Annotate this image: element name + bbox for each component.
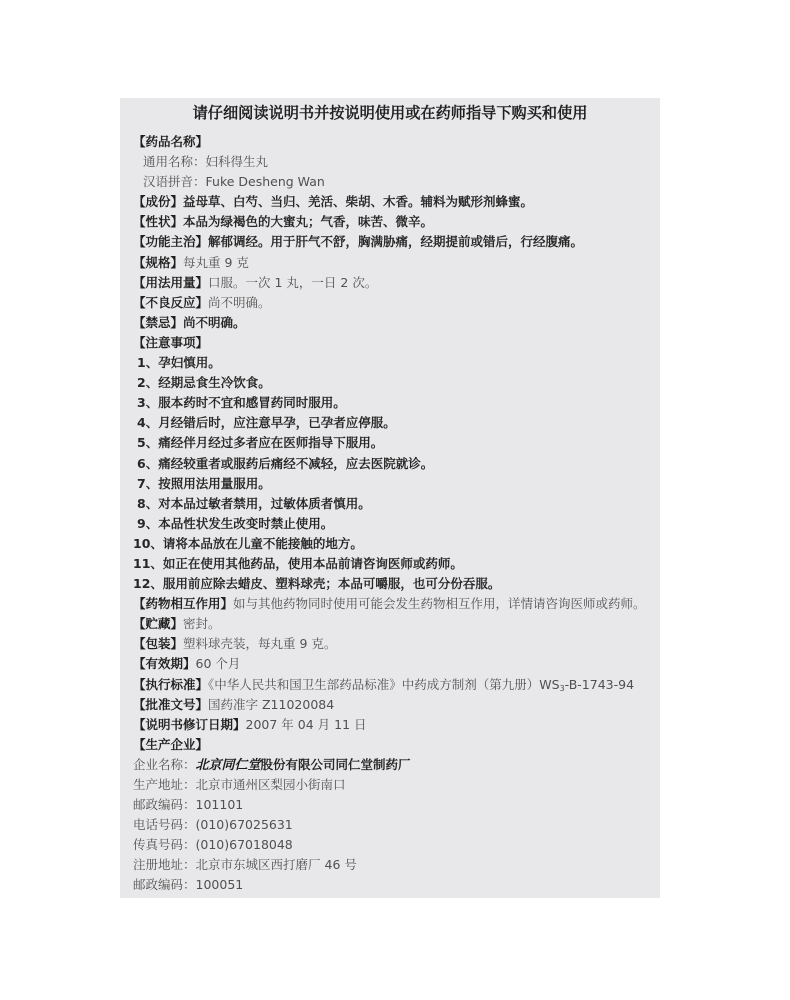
validity-line (133, 654, 655, 674)
pinyin-name-line (133, 172, 655, 192)
registered-address-line (133, 855, 655, 875)
section-heading: 【注意事项】 (133, 334, 209, 350)
generic-name-value: 妇科得生丸 (205, 154, 269, 170)
section-heading: 【有效期】 (133, 656, 196, 672)
section-text: 口服。一次 1 丸，一日 2 次。 (208, 274, 378, 290)
interactions-line (133, 594, 655, 614)
precaution-item: 3、服本药时不宜和感冒药同时服用。 (137, 395, 346, 411)
production-address-value: 北京市通州区梨园小街南口 (195, 777, 346, 792)
section-text: 60 个月 (195, 656, 241, 672)
section-text: 《中华人民共和国卫生部药品标准》中药成方制剂（第九册）WS (208, 676, 560, 692)
section-text: 如与其他药物同时使用可能会发生药物相互作用，详情请咨询医师或药师。 (233, 596, 646, 612)
precaution-item: 1、孕妇慎用。 (137, 355, 221, 371)
precaution-item: 4、月经错后时，应注意早孕，已孕者应停服。 (137, 415, 396, 431)
adverse-reactions-line (133, 293, 655, 313)
contraindications-line (133, 313, 655, 333)
tongrentang-logo-text: 北京同仁堂 (195, 757, 261, 773)
approval-line (133, 695, 655, 715)
fax-value: (010)67018048 (195, 837, 293, 853)
section-heading: 【药物相互作用】 (133, 596, 234, 612)
registered-address-value: 北京市东城区西打磨厂 46 号 (195, 857, 357, 873)
section-heading: 【规格】 (133, 254, 184, 270)
section-heading: 【生产企业】 (133, 736, 209, 752)
ingredients-line (133, 192, 655, 212)
section-text: 密封。 (183, 616, 221, 632)
section-heading: 【包装】 (133, 636, 184, 652)
standard-line (133, 675, 655, 695)
fax-label: 传真号码： (133, 837, 196, 853)
section-heading: 【说明书修订日期】 (133, 716, 246, 732)
precaution-item: 2、经期忌食生冷饮食。 (137, 375, 271, 391)
phone-label: 电话号码： (133, 817, 196, 833)
section-text: 塑料球壳装，每丸重 9 克。 (183, 636, 337, 652)
section-text: 国药准字 Z11020084 (208, 696, 335, 712)
description-line (133, 212, 655, 232)
section-text: 尚不明确。 (183, 314, 246, 330)
precaution-item: 7、按照用法用量服用。 (137, 475, 271, 491)
leaflet-title: 请仔细阅读说明书并按说明使用或在药师指导下购买和使用 (192, 104, 588, 122)
section-text: 本品为绿褐色的大蜜丸；气香，味苦、微辛。 (183, 214, 434, 230)
section-heading: 【禁忌】 (133, 314, 184, 330)
company-name-label: 企业名称： (133, 756, 196, 772)
package-line (133, 634, 655, 654)
indications-line (133, 232, 655, 252)
standard-subscript: 3 (559, 683, 565, 693)
precaution-item: 5、痛经伴月经过多者应在医师指导下服用。 (137, 435, 384, 451)
leaflet-body (133, 132, 655, 896)
registered-address-label: 注册地址： (133, 857, 196, 873)
specification-line (133, 253, 655, 273)
production-address-label: 生产地址： (133, 777, 196, 792)
section-heading: 【执行标准】 (133, 676, 209, 692)
section-text: 解郁调经。用于肝气不舒，胸满胁痛，经期提前或错后，行经腹痛。 (208, 234, 584, 250)
drug-name-heading-line (133, 132, 655, 152)
generic-name-label: 通用名称： (143, 154, 206, 170)
section-heading: 【性状】 (133, 214, 184, 230)
generic-name-line (133, 152, 655, 172)
precaution-item: 8、对本品过敏者禁用，过敏体质者慎用。 (137, 495, 371, 511)
precaution-item: 11、如正在使用其他药品，使用本品前请咨询医师或药师。 (133, 555, 463, 571)
postcode-line (133, 795, 655, 815)
postcode-label: 邮政编码： (133, 797, 196, 813)
company-name-rest: 股份有限公司同仁堂制药厂 (260, 756, 411, 772)
company-name-line (133, 755, 655, 775)
precaution-item: 12、服用前应除去蜡皮、塑料球壳；本品可嚼服，也可分份吞服。 (133, 576, 501, 592)
registered-postcode-line (133, 875, 655, 895)
pinyin-label: 汉语拼音： (143, 174, 206, 190)
phone-value: (010)67025631 (195, 817, 293, 833)
registered-postcode-label: 邮政编码： (133, 877, 196, 893)
section-heading: 【用法用量】 (133, 274, 209, 290)
section-heading: 【成份】 (133, 194, 184, 210)
section-heading: 【不良反应】 (133, 294, 209, 310)
section-text: 益母草、白芍、当归、羌活、柴胡、木香。辅料为赋形剂蜂蜜。 (183, 194, 534, 210)
storage-line (133, 614, 655, 634)
section-heading: 【批准文号】 (133, 696, 209, 712)
section-text: 每丸重 9 克 (183, 254, 249, 270)
pinyin-value: Fuke Desheng Wan (205, 174, 325, 190)
section-text: 2007 年 04 月 11 日 (245, 716, 367, 732)
section-heading: 【药品名称】 (133, 134, 209, 149)
revision-date-line (133, 715, 655, 735)
precautions-heading-line (133, 333, 655, 353)
section-heading: 【功能主治】 (133, 234, 209, 250)
section-heading: 【贮藏】 (133, 616, 184, 632)
standard-code-suffix: -B-1743-94 (564, 676, 635, 692)
precaution-item: 10、请将本品放在儿童不能接触的地方。 (133, 535, 363, 551)
precaution-item: 6、痛经较重者或服药后痛经不减轻，应去医院就诊。 (137, 455, 434, 471)
section-text: 尚不明确。 (208, 294, 271, 310)
phone-line (133, 815, 655, 835)
postcode-value: 101101 (195, 797, 244, 813)
fax-line (133, 835, 655, 855)
manufacturer-heading-line (133, 735, 655, 755)
production-address-line (133, 775, 655, 795)
registered-postcode-value: 100051 (195, 877, 244, 893)
dosage-line (133, 273, 655, 293)
precaution-item: 9、本品性状发生改变时禁止使用。 (137, 515, 334, 531)
